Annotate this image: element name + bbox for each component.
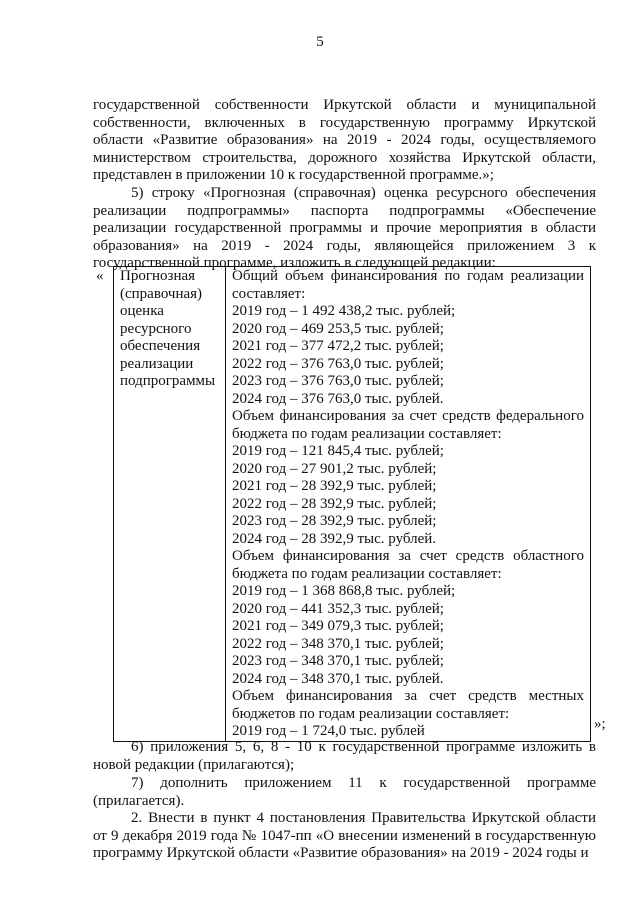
row-label-line: Прогнозная	[120, 268, 196, 284]
row-label-line: ресурсного	[120, 320, 192, 337]
financing-line: Объем финансирования за счет средств федерального	[232, 408, 584, 424]
paragraph-item-7	[93, 775, 596, 810]
paragraph-text: государственной собственности Иркутской области и муниципальной собственности, включенных в государственную программу Иркутской области «Развитие образования» на 2019 - 2024 годы, осуществляемого министерством строительства, дорожного хозяйства Иркутской области, представлен в приложении 10 к государственной программе.»;	[93, 97, 596, 183]
financing-line: Общий объем финансирования по годам реализации	[232, 268, 584, 284]
financing-line: 2020 год – 27 901,2 тыс. рублей;	[232, 460, 437, 477]
financing-line: 2020 год – 441 352,3 тыс. рублей;	[232, 600, 444, 617]
financing-line: Объем финансирования за счет средств местных	[232, 688, 584, 704]
row-label-cell	[114, 267, 226, 742]
paragraph-text: 2. Внести в пункт 4 постановления Правительства Иркутской области от 9 декабря 2019 года № 1047-пп «О внесении изменений в государственную программу Иркутской области «Развитие образования» на 2019 - 2024 годы и	[93, 810, 596, 861]
financing-line: 2020 год – 469 253,5 тыс. рублей;	[232, 320, 444, 337]
row-label-line: реализации	[120, 355, 194, 372]
financing-line: 2023 год – 28 392,9 тыс. рублей;	[232, 513, 437, 529]
financing-line: 2019 год – 1 368 868,8 тыс. рублей;	[232, 583, 456, 599]
paragraph-text: 5) строку «Прогнозная (справочная) оценка ресурсного обеспечения реализации подпрограммы» паспорта подпрограммы «Обеспечение реализации государственной программы и прочие мероприятия в области образования» на 2019 - 2024 годы, являющейся приложением 3 к государственной программе, изложить в следующей редакции:	[93, 185, 596, 271]
table-row	[114, 267, 591, 742]
row-label-line: (справочная)	[120, 285, 203, 302]
financing-line: 2023 год – 348 370,1 тыс. рублей;	[232, 653, 444, 669]
paragraph-item-5	[93, 185, 596, 273]
financing-line: 2019 год – 121 845,4 тыс. рублей;	[232, 443, 444, 459]
financing-line: бюджета по годам реализации составляет:	[232, 425, 502, 442]
financing-line: 2022 год – 28 392,9 тыс. рублей;	[232, 495, 437, 512]
financing-line: 2023 год – 376 763,0 тыс. рублей;	[232, 373, 444, 389]
paragraph-continuation	[93, 97, 596, 185]
paragraph-text: 7) дополнить приложением 11 к государственной программе (прилагается).	[93, 775, 596, 809]
financing-line: 2024 год – 28 392,9 тыс. рублей.	[232, 530, 437, 547]
closing-quote: »;	[594, 716, 606, 732]
financing-values-cell	[226, 267, 591, 742]
paragraph-item-6	[93, 739, 596, 774]
financing-line: 2024 год – 376 763,0 тыс. рублей.	[232, 390, 444, 407]
row-label-line: подпрограммы	[120, 373, 216, 389]
opening-quote: «	[96, 268, 104, 284]
paragraph-text: 6) приложения 5, 6, 8 - 10 к государственной программе изложить в новой редакции (прилагаются);	[93, 739, 596, 773]
paragraph-point-2	[93, 810, 596, 863]
financing-line: 2022 год – 348 370,1 тыс. рублей;	[232, 635, 444, 652]
financing-line: 2022 год – 376 763,0 тыс. рублей;	[232, 355, 444, 372]
financing-line: 2021 год – 349 079,3 тыс. рублей;	[232, 618, 444, 634]
financing-line: 2024 год – 348 370,1 тыс. рублей.	[232, 670, 444, 687]
row-label-line: обеспечения	[120, 338, 201, 354]
financing-line: бюджетов по годам реализации составляет:	[232, 705, 510, 722]
financing-line: 2019 год – 1 492 438,2 тыс. рублей;	[232, 303, 456, 319]
financing-line: 2021 год – 377 472,2 тыс. рублей;	[232, 338, 444, 354]
financing-line: 2019 год – 1 724,0 тыс. рублей	[232, 723, 425, 739]
financing-table	[113, 266, 591, 742]
financing-line: Объем финансирования за счет средств областного	[232, 548, 584, 564]
financing-line: 2021 год – 28 392,9 тыс. рублей;	[232, 478, 437, 494]
financing-line: бюджета по годам реализации составляет:	[232, 565, 502, 582]
row-label-line: оценка	[120, 303, 164, 319]
page-number: 5	[316, 34, 324, 50]
financing-line: составляет:	[232, 285, 306, 302]
